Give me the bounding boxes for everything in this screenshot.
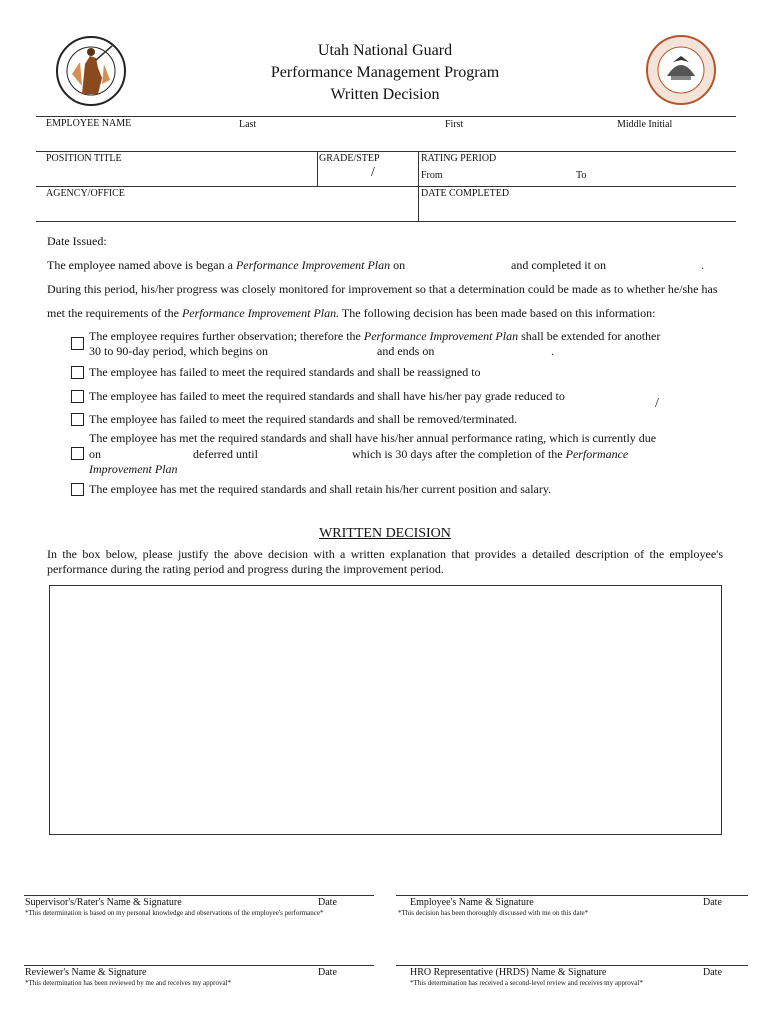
middle-initial-field[interactable]: Middle Initial [617, 119, 673, 130]
table-bottom-border [36, 221, 736, 222]
hro-signature-field[interactable]: HRO Representative (HRDS) Name & Signature [410, 967, 607, 978]
reviewer-signature-field[interactable]: Reviewer's Name & Signature [25, 967, 147, 978]
supervisor-signature-field[interactable]: Supervisor's/Rater's Name & Signature [25, 897, 182, 908]
defer-rating-checkbox[interactable] [71, 447, 84, 460]
reviewer-note: *This determination has been reviewed by me and receives my approval* [25, 979, 232, 987]
column-divider [317, 151, 318, 186]
extend-plan-checkbox[interactable] [71, 337, 84, 350]
sentence-period: . [701, 258, 704, 272]
hro-signature-line [396, 965, 748, 966]
terminate-checkbox[interactable] [71, 413, 84, 426]
column-divider [418, 151, 419, 221]
supervisor-date-field[interactable]: Date [318, 897, 337, 908]
row-divider [36, 186, 736, 187]
grade-step-field[interactable]: GRADE/STEP [319, 153, 380, 164]
table-top-border [36, 116, 736, 117]
reassign-checkbox[interactable] [71, 366, 84, 379]
employee-signature-field[interactable]: Employee's Name & Signature [410, 897, 534, 908]
hro-date-field[interactable]: Date [703, 967, 722, 978]
option-terminate-text: The employee has failed to meet the required standards and shall be removed/terminated. [89, 412, 518, 426]
plan-completed-label: and completed it on [511, 258, 606, 272]
grade-step-separator: / [371, 165, 375, 180]
pay-grade-reduction-checkbox[interactable] [71, 390, 84, 403]
option-pay-grade-text: The employee has failed to meet the required standards and shall have his/her pay grade reduced to [89, 389, 565, 403]
position-title-field[interactable]: POSITION TITLE [46, 153, 122, 164]
employee-date-field[interactable]: Date [703, 897, 722, 908]
row-divider [36, 151, 736, 152]
pay-grade-separator: / [655, 396, 659, 411]
requirements-paragraph: met the requirements of the Performance Improvement Plan. The following decision has been made based on this information: [47, 306, 656, 320]
monitoring-paragraph: During this period, his/her progress was closely monitored for improvement so that a determination could be made as to whether he/she has [47, 282, 718, 296]
sentence-period: . [551, 344, 554, 358]
extension-begins-label: 30 to 90-day period, which begins on [89, 344, 268, 358]
date-completed-field[interactable]: DATE COMPLETED [421, 188, 510, 199]
option-reassign-text: The employee has failed to meet the required standards and shall be reassigned to [89, 365, 481, 379]
deferred-until-label: deferred until [193, 447, 258, 461]
plan-start-sentence: The employee named above is began a Performance Improvement Plan on [47, 258, 406, 272]
deferral-explanation: which is 30 days after the completion of the Performance [352, 447, 629, 461]
written-explanation-box[interactable] [49, 585, 722, 835]
written-decision-instructions: In the box below, please justify the above decision with a written explanation that provides a detailed description of the employee's performance during the rating period and progress during the improvement period. [47, 547, 723, 576]
supervisor-note: *This determination is based on my personal knowledge and observations of the employee's performance* [25, 909, 324, 917]
deferral-plan-name: Improvement Plan [89, 462, 178, 476]
form-title-document: Written Decision [330, 86, 440, 103]
written-decision-heading: WRITTEN DECISION [319, 526, 451, 541]
retain-position-checkbox[interactable] [71, 483, 84, 496]
employee-signature-line [396, 895, 748, 896]
option-defer-rating-text: The employee has met the required standards and shall have his/her annual performance rating, which is currently due [89, 431, 657, 445]
reviewer-date-field[interactable]: Date [318, 967, 337, 978]
rating-to-field[interactable]: To [576, 170, 587, 181]
option-retain-position-text: The employee has met the required standards and shall retain his/her current position and salary. [89, 482, 552, 496]
rating-period-label: RATING PERIOD [421, 153, 497, 164]
date-issued-field[interactable]: Date Issued: [47, 234, 107, 248]
reviewer-signature-line [24, 965, 374, 966]
extension-ends-label: and ends on [377, 344, 435, 358]
supervisor-signature-line [24, 895, 374, 896]
rating-from-field[interactable]: From [421, 170, 443, 181]
hro-note: *This determination has received a second-level review and receives my approval* [410, 979, 643, 987]
employee-name-label: EMPLOYEE NAME [46, 118, 132, 129]
employee-note: *This decision has been thoroughly discussed with me on this date* [398, 909, 589, 917]
option-extend-plan-text: The employee requires further observation; therefore the Performance Improvement Plan shall be extended for another [89, 329, 661, 343]
last-name-field[interactable]: Last [239, 119, 257, 130]
form-title-program: Performance Management Program [270, 64, 500, 81]
first-name-field[interactable]: First [445, 119, 464, 130]
rating-due-on-label: on [89, 447, 101, 461]
agency-office-field[interactable]: AGENCY/OFFICE [46, 188, 125, 199]
form-title-org: Utah National Guard [317, 42, 453, 59]
